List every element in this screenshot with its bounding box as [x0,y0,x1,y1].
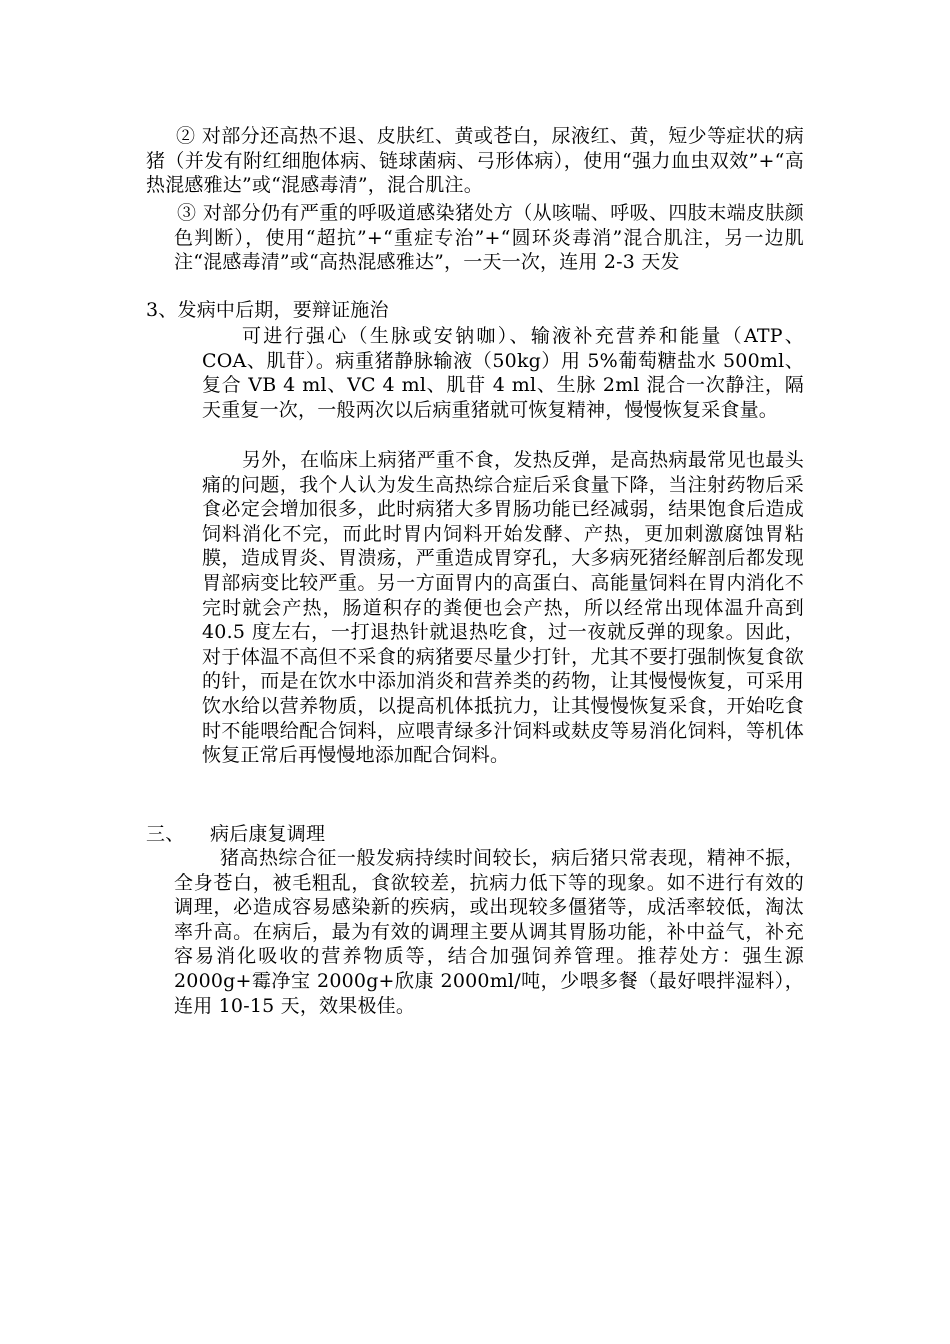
paragraph-recovery: 猪高热综合征一般发病持续时间较长，病后猪只常表现，精神不振，全身苍白，被毛粗乱，食欲较差，抗病力低下等的现象。如不进行有效的调理，必造成容易感染新的疾病，或出现较多僵猪等，成活率较低，淘汰率升高。在病后，最为有效的调理主要从调其胃肠功能，补中益气，补充容易消化吸收的营养物质等，结合加强饲养管理。推荐处方：强生源 2000g+霉净宝 2000g+欣康 2000ml/吨，少喂多餐（最好喂拌湿料），连用 10-15 天，效果极佳。 [174,847,804,1017]
section-3-heading: 3、发病中后期，要辩证施治 [146,299,389,321]
paragraph-iv-treatment: 可进行强心（生脉或安钠咖）、输液补充营养和能量（ATP、COA、肌苷）。病重猪静脉输液（50kg）用 5%葡萄糖盐水 500ml、复合 VB 4 ml、VC 4 ml、肌苷 4 ml、生脉 2ml 混合一次静注，隔天重复一次，一般两次以后病重猪就可恢复精神，慢慢恢复采食量。 [202,325,804,421]
paragraph-feeding-advice: 另外，在临床上病猪严重不食，发热反弹，是高热病最常见也最头痛的问题，我个人认为发生高热综合症后采食量下降，当注射药物后采食必定会增加很多，此时病猪大多胃肠功能已经减弱，结果饱食后造成饲料消化不完，而此时胃内饲料开始发酵、产热，更加刺激腐蚀胃粘膜，造成胃炎、胃溃疡，严重造成胃穿孔，大多病死猪经解剖后都发现胃部病变比较严重。另一方面胃内的高蛋白、高能量饲料在胃内消化不完时就会产热，肠道积存的粪便也会产热，所以经常出现体温升高到 40.5 度左右，一打退热针就退热吃食，过一夜就反弹的现象。因此，对于体温不高但不采食的病猪要尽量少打针，尤其不要打强制恢复食欲的针，而是在饮水中添加消炎和营养类的药物，让其慢慢恢复，可采用饮水给以营养物质，以提高机体抵抗力，让其慢慢恢复采食，开始吃食时不能喂给配合饲料，应喂青绿多汁饲料或麸皮等易消化饲料，等机体恢复正常后再慢慢地添加配合饲料。 [202,449,804,767]
paragraph-treatment-3: ③ 对部分仍有严重的呼吸道感染猪处方（从咳喘、呼吸、四肢末端皮肤颜色判断），使用“超抗”+“重症专治”+“圆环炎毒消”混合肌注，另一边肌注“混感毒清”或“高热混感雅达”，一天一次，连用 2-3 天发 [174,202,804,274]
section-san-title: 病后康复调理 [210,823,326,845]
paragraph-treatment-2: ② 对部分还高热不退、皮肤红、黄或苍白，尿液红、黄，短少等症状的病猪（并发有附红细胞体病、链球菌病、弓形体病），使用“强力血虫双效”+“高热混感雅达”或“混感毒清”，混合肌注。 [146,125,804,197]
section-san-heading [146,822,646,847]
section-san-number: 三、 [146,823,185,845]
